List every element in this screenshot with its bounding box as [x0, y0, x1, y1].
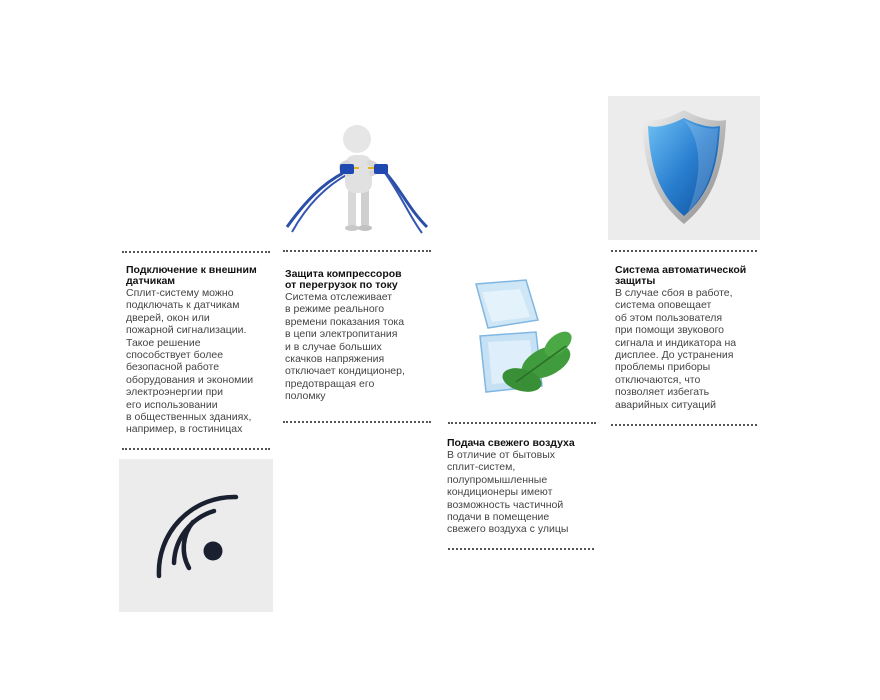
feature-title: Подача свежего воздуха [447, 437, 575, 449]
feature-fresh-air [447, 438, 597, 536]
feature-description: Сплит-систему можно подключать к датчикам дверей, окон или пожарной сигнализации. Такое решение способствует более безопасной работе оборудования и экономии электроэнергии при его использовании в общественных зданиях, например, в гостиницах [126, 287, 254, 436]
divider-bottom-fresh-air [448, 548, 594, 550]
divider-top-overload-protection [283, 250, 431, 252]
divider-top-external-sensors [122, 251, 270, 253]
divider-bottom-external-sensors [122, 448, 270, 450]
ice-mint-icon [446, 262, 596, 412]
feature-title: Подключение к внешним датчикам [126, 264, 257, 287]
divider-top-auto-protection [611, 250, 757, 252]
feature-external-sensors [126, 265, 276, 436]
feature-title: Система автоматической защиты [615, 264, 747, 287]
figure-with-plug-icon [282, 77, 432, 239]
feature-auto-protection [615, 265, 765, 411]
shield-icon [608, 96, 760, 240]
feature-overload-protection [285, 269, 435, 403]
feature-description: В отличие от бытовых сплит-систем, полупромышленные кондиционеры имеют возможность частичной подачи в помещение свежего воздуха с улицы [447, 449, 569, 536]
divider-bottom-auto-protection [611, 424, 757, 426]
divider-top-fresh-air [448, 422, 596, 424]
divider-bottom-overload-protection [283, 421, 431, 423]
feature-title: Защита компрессоров от перегрузок по току [285, 268, 402, 291]
feature-description: В случае сбоя в работе, система оповещает об этом пользователя при помощи звукового сигнала и индикатора на дисплее. До устранения проблемы приборы отключаются, что позволяет избегать аварийных ситуаций [615, 287, 737, 411]
feature-description: Система отслеживает в режиме реального времени показания тока в цепи электропитания и в случае больших скачков напряжения отключает кондиционер, предотвращая его поломку [285, 291, 405, 403]
wireless-signal-icon [119, 459, 273, 612]
